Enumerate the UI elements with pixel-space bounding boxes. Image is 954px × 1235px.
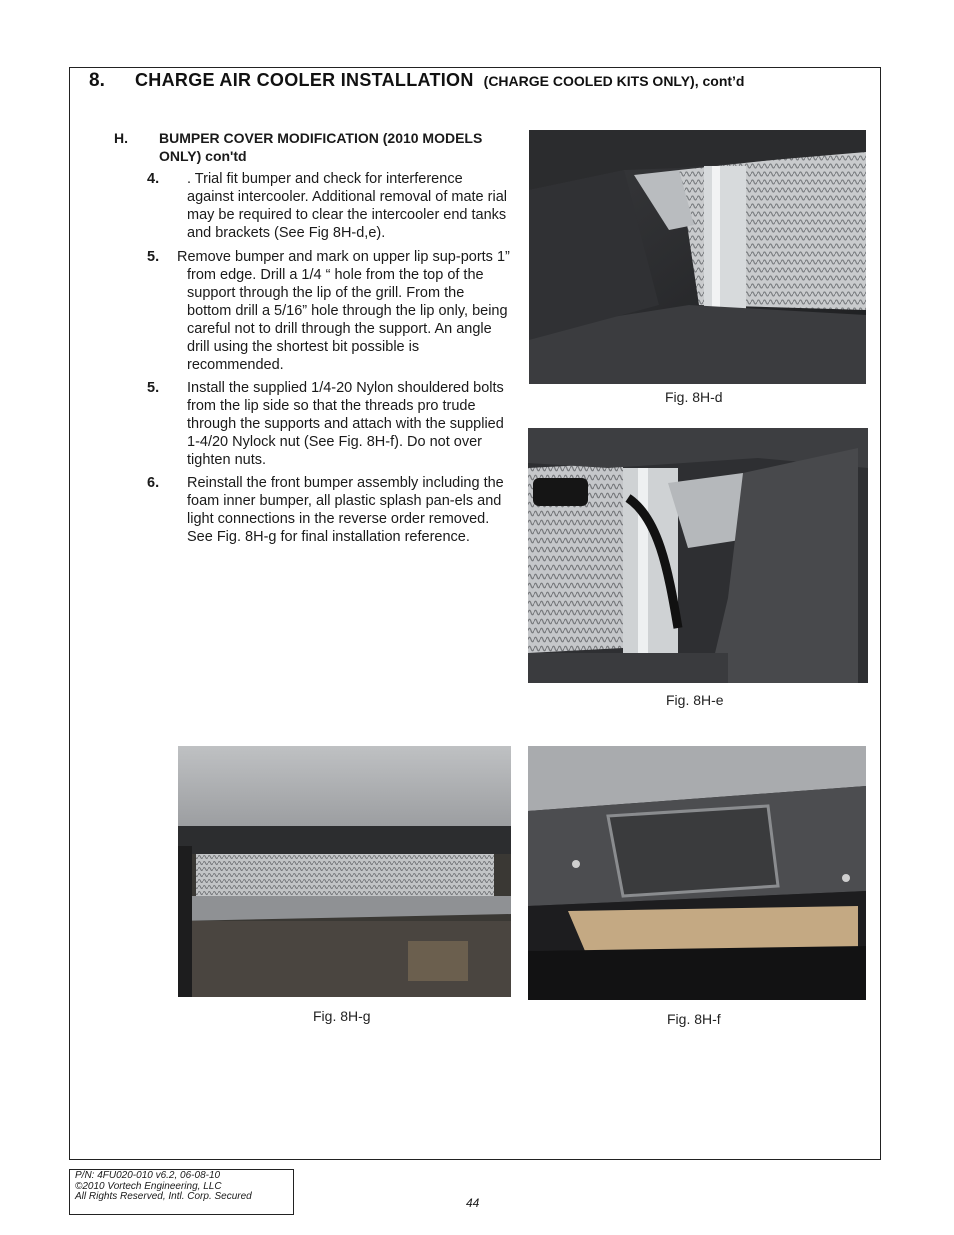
step-number: 4. <box>147 171 160 187</box>
section-title: CHARGE AIR COOLER INSTALLATION <box>135 70 474 90</box>
footer-part-number: P/N: 4FU020-010 v6.2, 06-08-10 <box>75 1170 221 1181</box>
step-number: 5. <box>147 249 160 265</box>
step-number: 5. <box>147 380 160 396</box>
step-item <box>147 474 512 546</box>
subsection-heading <box>114 129 494 165</box>
footer-copyright: ©2010 Vortech Engineering, LLC <box>75 1180 222 1192</box>
step-text: Install the supplied 1/4-20 Nylon shouldered bolts from the lip side so that the threads pro trude through the supports and attach with the supplied 1-4/20 Nylock nut (See Fig. 8H-f). Do not over tighten nuts. <box>187 380 504 468</box>
section-subtitle: (CHARGE COOLED KITS ONLY), cont’d <box>483 73 745 89</box>
step-text: . Trial fit bumper and check for interference against intercooler. Additional removal of mate rial may be required to clear the intercooler end tanks and brackets (See Fig 8H-d,e). <box>187 171 507 241</box>
step-item <box>147 170 512 242</box>
figure-8h-f-photo <box>528 746 866 1000</box>
step-number: 6. <box>147 475 160 491</box>
subsection-title: BUMPER COVER MODIFICATION (2010 MODELS ONLY) con'td <box>159 130 483 164</box>
section-heading <box>89 70 744 92</box>
step-text: Reinstall the front bumper assembly including the foam inner bumper, all plastic splash pan-els and light connections in the reverse order removed. See Fig. 8H-g for final installation reference. <box>187 475 504 545</box>
step-text: Remove bumper and mark on upper lip sup-ports 1” from edge. Drill a 1/4 “ hole from the top of the support through the lip of the grill. From the bottom drill a 5/16” hole through the lip only, being careful not to drill through the support. An angle drill using the shortest bit possible is recommended. <box>177 249 510 373</box>
figure-8h-d-photo <box>529 130 866 384</box>
figure-8h-e-photo <box>528 428 868 683</box>
footer-info <box>69 1169 294 1215</box>
figure-8h-d-caption: Fig. 8H-d <box>665 389 723 405</box>
figure-8h-f-caption: Fig. 8H-f <box>667 1011 721 1027</box>
figure-8h-g-caption: Fig. 8H-g <box>313 1008 371 1024</box>
section-number: 8. <box>89 70 105 91</box>
footer-rights: All Rights Reserved, Intl. Corp. Secured <box>75 1191 252 1202</box>
subsection-letter: H. <box>114 130 128 146</box>
page-number: 44 <box>466 1196 480 1210</box>
step-item <box>147 379 512 469</box>
step-item <box>147 248 512 374</box>
figure-8h-g-photo <box>178 746 511 997</box>
figure-8h-e-caption: Fig. 8H-e <box>666 692 724 708</box>
